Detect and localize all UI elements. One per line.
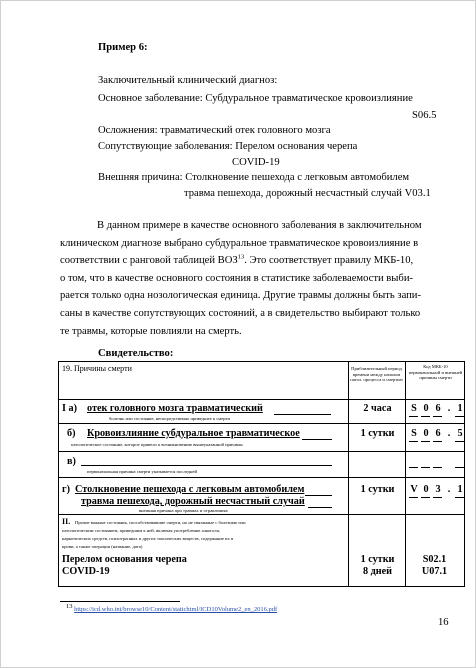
row-a-note: болезнь или состояние, непосредственно приведшее к смерти: [109, 416, 230, 421]
row-a-period: 2 часа: [363, 403, 392, 414]
external-cause-detail: травма пешехода, дорожный несчастный случай V03.1: [184, 188, 431, 199]
causes-header: 19. Причины смерти: [62, 364, 132, 373]
row-b-label: б): [67, 428, 76, 439]
row-a-code-3: 6: [435, 403, 441, 414]
row-d-period: 1 сутки: [360, 484, 395, 495]
diagnosis-title: Заключительный клинический диагноз:: [98, 75, 278, 86]
part2-code-1: S02.1: [422, 554, 447, 565]
row-d-code-4: .: [447, 484, 451, 495]
part2-text-2: патологическим состоянием, приведшим к ней, включая употребление алкоголя,: [62, 528, 220, 533]
row-d-label: г): [62, 484, 71, 495]
row-d-code-3: 3: [435, 484, 441, 495]
row-d-cause-line2: травма пешехода, дорожный несчастный случай: [81, 496, 305, 507]
main-disease: Основное заболевание: Субдуральное травматическое кровоизлияние: [98, 93, 413, 104]
period-header: Приблизительный период времени между началом патол. процесса и смертью: [350, 366, 403, 382]
row-b-code-3: 6: [435, 428, 441, 439]
death-certificate-table: [58, 361, 465, 587]
row-b-code-5: 5: [457, 428, 463, 439]
part2-period-2: 8 дней: [362, 566, 393, 577]
row-b-code-4: .: [447, 428, 451, 439]
part2-period-1: 1 сутки: [360, 554, 395, 565]
code-header: Код МКБ-10 первоначальной и внешней причины смерти: [408, 364, 463, 380]
row-b-code-2: 0: [423, 428, 429, 439]
concomitant-covid: COVID-19: [232, 157, 280, 168]
row-a-code-5: 1: [457, 403, 463, 414]
row-d-code-1: V: [410, 484, 418, 495]
part2-item-fracture: Перелом основания черепа: [62, 554, 187, 565]
footnote-ref: 13: [237, 253, 245, 261]
row-a-label: I а): [62, 403, 77, 414]
footnote-link[interactable]: https://icd.who.int/browse10/Content/statichtml/ICD10Volume2_en_2016.pdf: [74, 606, 278, 613]
footnote: [66, 602, 278, 613]
example-heading: Пример 6:: [98, 42, 148, 53]
row-a-code-2: 0: [423, 403, 429, 414]
part2-code-2: U07.1: [421, 566, 448, 577]
part2-text-3: наркотических средств, психотропных и других токсических веществ, содержание их в: [62, 536, 234, 541]
external-cause: Внешняя причина: Столкновение пешехода с легковым автомобилем: [98, 172, 410, 183]
row-b-cause: Кровоизлияние субдуральное травматическое: [87, 428, 300, 439]
row-c-note: первоначальная причина смерти указывается последней: [87, 469, 197, 474]
row-a-cause: отек головного мозга травматический: [87, 403, 263, 414]
part2-text-1: Прочие важные состояния, способствовавшие смерти, но не связанные с болезнью или: [75, 520, 246, 525]
main-disease-code: S06.5: [412, 110, 437, 121]
row-d-code-2: 0: [423, 484, 429, 495]
part2-label: II.: [62, 517, 71, 526]
row-b-period: 1 сутки: [360, 428, 395, 439]
row-a-code-1: S: [411, 403, 417, 414]
part2-item-covid: COVID-19: [62, 566, 110, 577]
complications: Осложнения: травматический отек головного мозга: [98, 125, 331, 136]
page-number: 16: [438, 617, 449, 628]
row-b-note: патологическое состояние, которое привело к возникновению вышеуказанной причины: [71, 442, 243, 447]
row-d-note: внешняя причина при травмах и отравлениях: [139, 508, 228, 513]
row-b-code-1: S: [411, 428, 417, 439]
row-a-code-4: .: [447, 403, 451, 414]
row-d-cause-line1: Столкновение пешехода с легковым автомобилем: [75, 484, 305, 495]
part2-text-4: крови, а также операции (название, дата): [62, 544, 143, 549]
explanation-paragraph: В данном примере в качестве основного заболевания в заключительном клиническом диагнозе выбрано субдуральное травматическое кровоизлияние в соответствии с ранговой таблицей ВОЗ$^{13}$. Это соответствует правилу МКБ-10, о том, что в качестве основного состояния в статистике заболеваемости выби- рается только одна нозологическая единица. Другие травмы должны быть запи- саны в качестве сопутствующих состояний, а в свидетельство выбирают только те травмы, которые повлияли на смерть.: [60, 220, 422, 337]
certificate-title: Свидетельство:: [98, 348, 174, 359]
concomitant-diseases: Сопутствующие заболевания: Перелом основания черепа: [98, 141, 358, 152]
footnote-divider: [60, 601, 180, 602]
row-c-label: в): [67, 456, 76, 467]
row-d-code-5: 1: [457, 484, 463, 495]
footnote-number: 13: [66, 602, 73, 610]
